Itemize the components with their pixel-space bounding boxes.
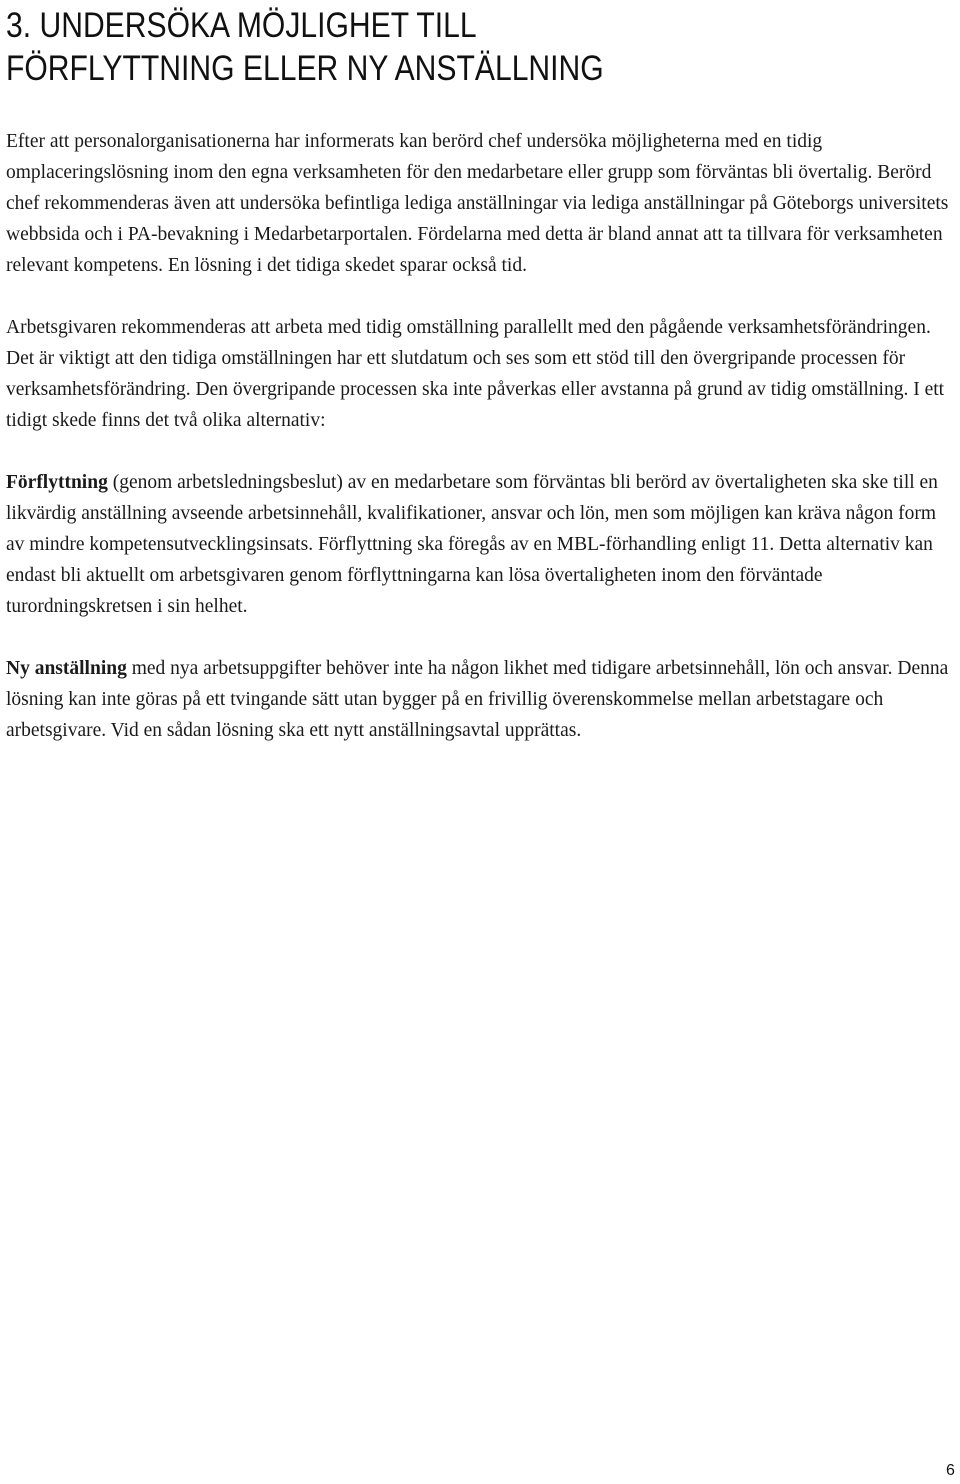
paragraph-ny-anstallning [6,653,952,746]
paragraph-forflyttning-text: (genom arbetsledningsbeslut) av en medarbetare som förväntas bli berörd av övertaligheten ska ske till en likvärdig anställning avseende arbetsinnehåll, kvalifikationer, ansvar och lön, men som möjligen kan kräva någon form av mindre kompetensutvecklingsinsats. Förflyttning ska föregås av en MBL-förhandling enligt 11. Detta alternativ kan endast bli aktuellt om arbetsgivaren genom förflyttningarna kan lösa övertaligheten inom den förväntade turordningskretsen i sin helhet. [6,472,938,617]
section-heading [6,0,866,90]
document-body [6,126,952,746]
page-number: 6 [946,1462,955,1479]
paragraph-intro: Efter att personalorganisationerna har informerats kan berörd chef undersöka möjligheterna med en tidig omplaceringslösning inom den egna verksamheten för den medarbetare eller grupp som förväntas bli övertalig. Berörd chef rekommenderas även att undersöka befintliga lediga anställningar via lediga anställningar på Göteborgs universitets webbsida och i PA-bevakning i Medarbetarportalen. Fördelarna med detta är bland annat att ta tillvara för verksamheten relevant kompetens. En lösning i det tidiga skedet sparar också tid. [6,131,949,276]
term-ny-anstallning: Ny anställning [6,658,127,679]
section-heading-line-2: FÖRFLYTTNING ELLER NY ANSTÄLLNING [6,49,604,88]
paragraph-ny-anstallning-text: med nya arbetsuppgifter behöver inte ha någon likhet med tidigare arbetsinnehåll, lön och ansvar. Denna lösning kan inte göras på ett tvingande sätt utan bygger på en frivillig överenskommelse mellan arbetstagare och arbetsgivare. Vid en sådan lösning ska ett nytt anställningsavtal upprättas. [6,658,949,741]
paragraph-tidig-omstallning: Arbetsgivaren rekommenderas att arbeta med tidig omställning parallellt med den pågående verksamhetsförändringen. Det är viktigt att den tidiga omställningen har ett slutdatum och ses som ett stöd till den övergripande processen för verksamhetsförändring. Den övergripande processen ska inte påverkas eller avstanna på grund av tidig omställning. I ett tidigt skede finns det två olika alternativ: [6,317,945,431]
paragraph-forflyttning [6,467,952,622]
term-forflyttning: Förflyttning [6,472,108,493]
section-heading-line-1: 3. UNDERSÖKA MÖJLIGHET TILL [6,6,477,45]
document-page [6,0,952,777]
